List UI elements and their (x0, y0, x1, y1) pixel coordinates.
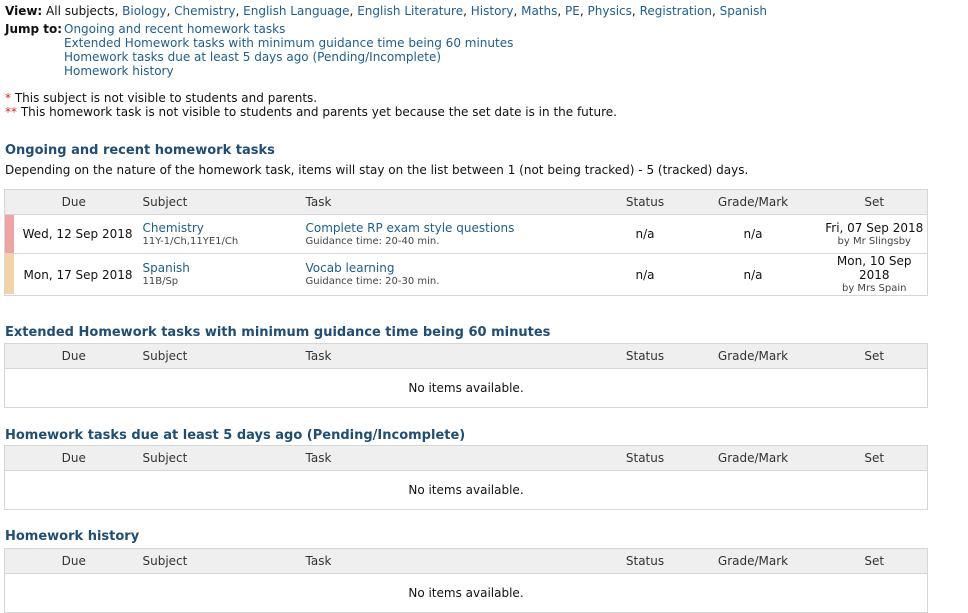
col-grade[interactable]: Grade/Mark (685, 344, 822, 369)
filter-chemistry[interactable]: Chemistry (174, 4, 236, 18)
jump-to-label: Jump to: (5, 22, 63, 36)
filter-maths[interactable]: Maths (521, 4, 558, 18)
extended-section-title: Extended Homework tasks with minimum guidance time being 60 minutes (5, 325, 551, 340)
jump-link-overdue[interactable]: Homework tasks due at least 5 days ago (Pending/Incomplete) (64, 50, 442, 64)
col-status[interactable]: Status (606, 549, 685, 574)
col-task[interactable]: Task (306, 344, 606, 369)
jump-link-ongoing[interactable]: Ongoing and recent homework tasks (64, 22, 286, 36)
filter-history[interactable]: History (470, 4, 514, 18)
table-row (5, 254, 928, 296)
ongoing-section-description: Depending on the nature of the homework task, items will stay on the list between 1 (not being tracked) - 5 (tracked) days. (5, 163, 749, 177)
filter-physics[interactable]: Physics (587, 4, 632, 18)
all-subjects-label: All subjects, (46, 4, 119, 18)
overdue-table (4, 445, 928, 510)
jump-link-extended[interactable]: Extended Homework tasks with minimum guidance time being 60 minutes (64, 36, 514, 50)
col-due[interactable]: Due (5, 549, 143, 574)
ongoing-section-title: Ongoing and recent homework tasks (5, 143, 275, 158)
col-subject[interactable]: Subject (143, 344, 306, 369)
empty-message: No items available. (5, 574, 928, 613)
col-grade[interactable]: Grade/Mark (685, 446, 822, 471)
col-task[interactable]: Task (306, 190, 606, 215)
col-task[interactable]: Task (306, 549, 606, 574)
single-star-marker: * (5, 91, 11, 105)
due-date: Wed, 12 Sep 2018 (5, 215, 143, 254)
set-by: by Mr Slingsby (837, 235, 911, 247)
filter-pe[interactable]: PE (565, 4, 580, 18)
guidance-time: Guidance time: 20-30 min. (305, 276, 440, 287)
extended-table (4, 343, 928, 408)
legend-future-task: ** This homework task is not visible to students and parents yet because the set date is in the future. (5, 105, 617, 119)
col-subject[interactable]: Subject (143, 190, 306, 215)
table-row (5, 215, 928, 254)
filter-registration[interactable]: Registration (639, 4, 712, 18)
col-due[interactable]: Due (5, 446, 143, 471)
history-section-title: Homework history (5, 529, 140, 544)
status-value: n/a (606, 215, 685, 254)
col-due[interactable]: Due (5, 190, 143, 215)
grade-value: n/a (685, 215, 822, 254)
jump-link-history[interactable]: Homework history (64, 64, 174, 78)
col-set[interactable]: Set (822, 190, 928, 215)
legend-hidden-subject: * This subject is not visible to students and parents. (5, 91, 318, 105)
col-set[interactable]: Set (822, 344, 928, 369)
task-link[interactable]: Vocab learning (305, 261, 395, 275)
col-status[interactable]: Status (606, 446, 685, 471)
set-date: Fri, 07 Sep 2018 (825, 220, 924, 235)
double-star-marker: ** (5, 105, 17, 119)
task-link[interactable]: Complete RP exam style questions (305, 220, 515, 235)
filter-english-literature[interactable]: English Literature (357, 4, 464, 18)
subject-groups: 11B/Sp (142, 276, 179, 287)
grade-value: n/a (685, 254, 822, 296)
history-table (4, 548, 928, 613)
col-subject[interactable]: Subject (143, 446, 306, 471)
col-set[interactable]: Set (822, 446, 928, 471)
status-value: n/a (606, 254, 685, 296)
ongoing-table (4, 189, 928, 296)
overdue-section-title: Homework tasks due at least 5 days ago (Pending/Incomplete) (5, 428, 466, 443)
filter-biology[interactable]: Biology (122, 4, 167, 18)
subject-link[interactable]: Spanish (142, 261, 190, 275)
set-date: Mon, 10 Sep 2018 (836, 254, 912, 282)
col-due[interactable]: Due (5, 344, 143, 369)
col-set[interactable]: Set (822, 549, 928, 574)
set-by: by Mrs Spain (841, 283, 907, 294)
subject-filter: View: All subjects, Biology, Chemistry, English Language, English Literature, History, Maths, PE, Physics, Registration, Spanish (5, 4, 767, 18)
col-task[interactable]: Task (306, 446, 606, 471)
view-label: View: (5, 4, 43, 18)
col-subject[interactable]: Subject (143, 549, 306, 574)
empty-message: No items available. (5, 471, 928, 510)
guidance-time: Guidance time: 20-40 min. (305, 235, 440, 247)
col-grade[interactable]: Grade/Mark (685, 190, 822, 215)
col-status[interactable]: Status (606, 190, 685, 215)
subject-groups: 11Y-1/Ch,11YE1/Ch (142, 235, 239, 247)
subject-link[interactable]: Chemistry (142, 220, 204, 235)
filter-english-language[interactable]: English Language (243, 4, 350, 18)
filter-spanish[interactable]: Spanish (719, 4, 767, 18)
empty-message: No items available. (5, 369, 928, 408)
legend (5, 91, 617, 119)
due-date: Mon, 17 Sep 2018 (5, 254, 143, 296)
col-status[interactable]: Status (606, 344, 685, 369)
col-grade[interactable]: Grade/Mark (685, 549, 822, 574)
